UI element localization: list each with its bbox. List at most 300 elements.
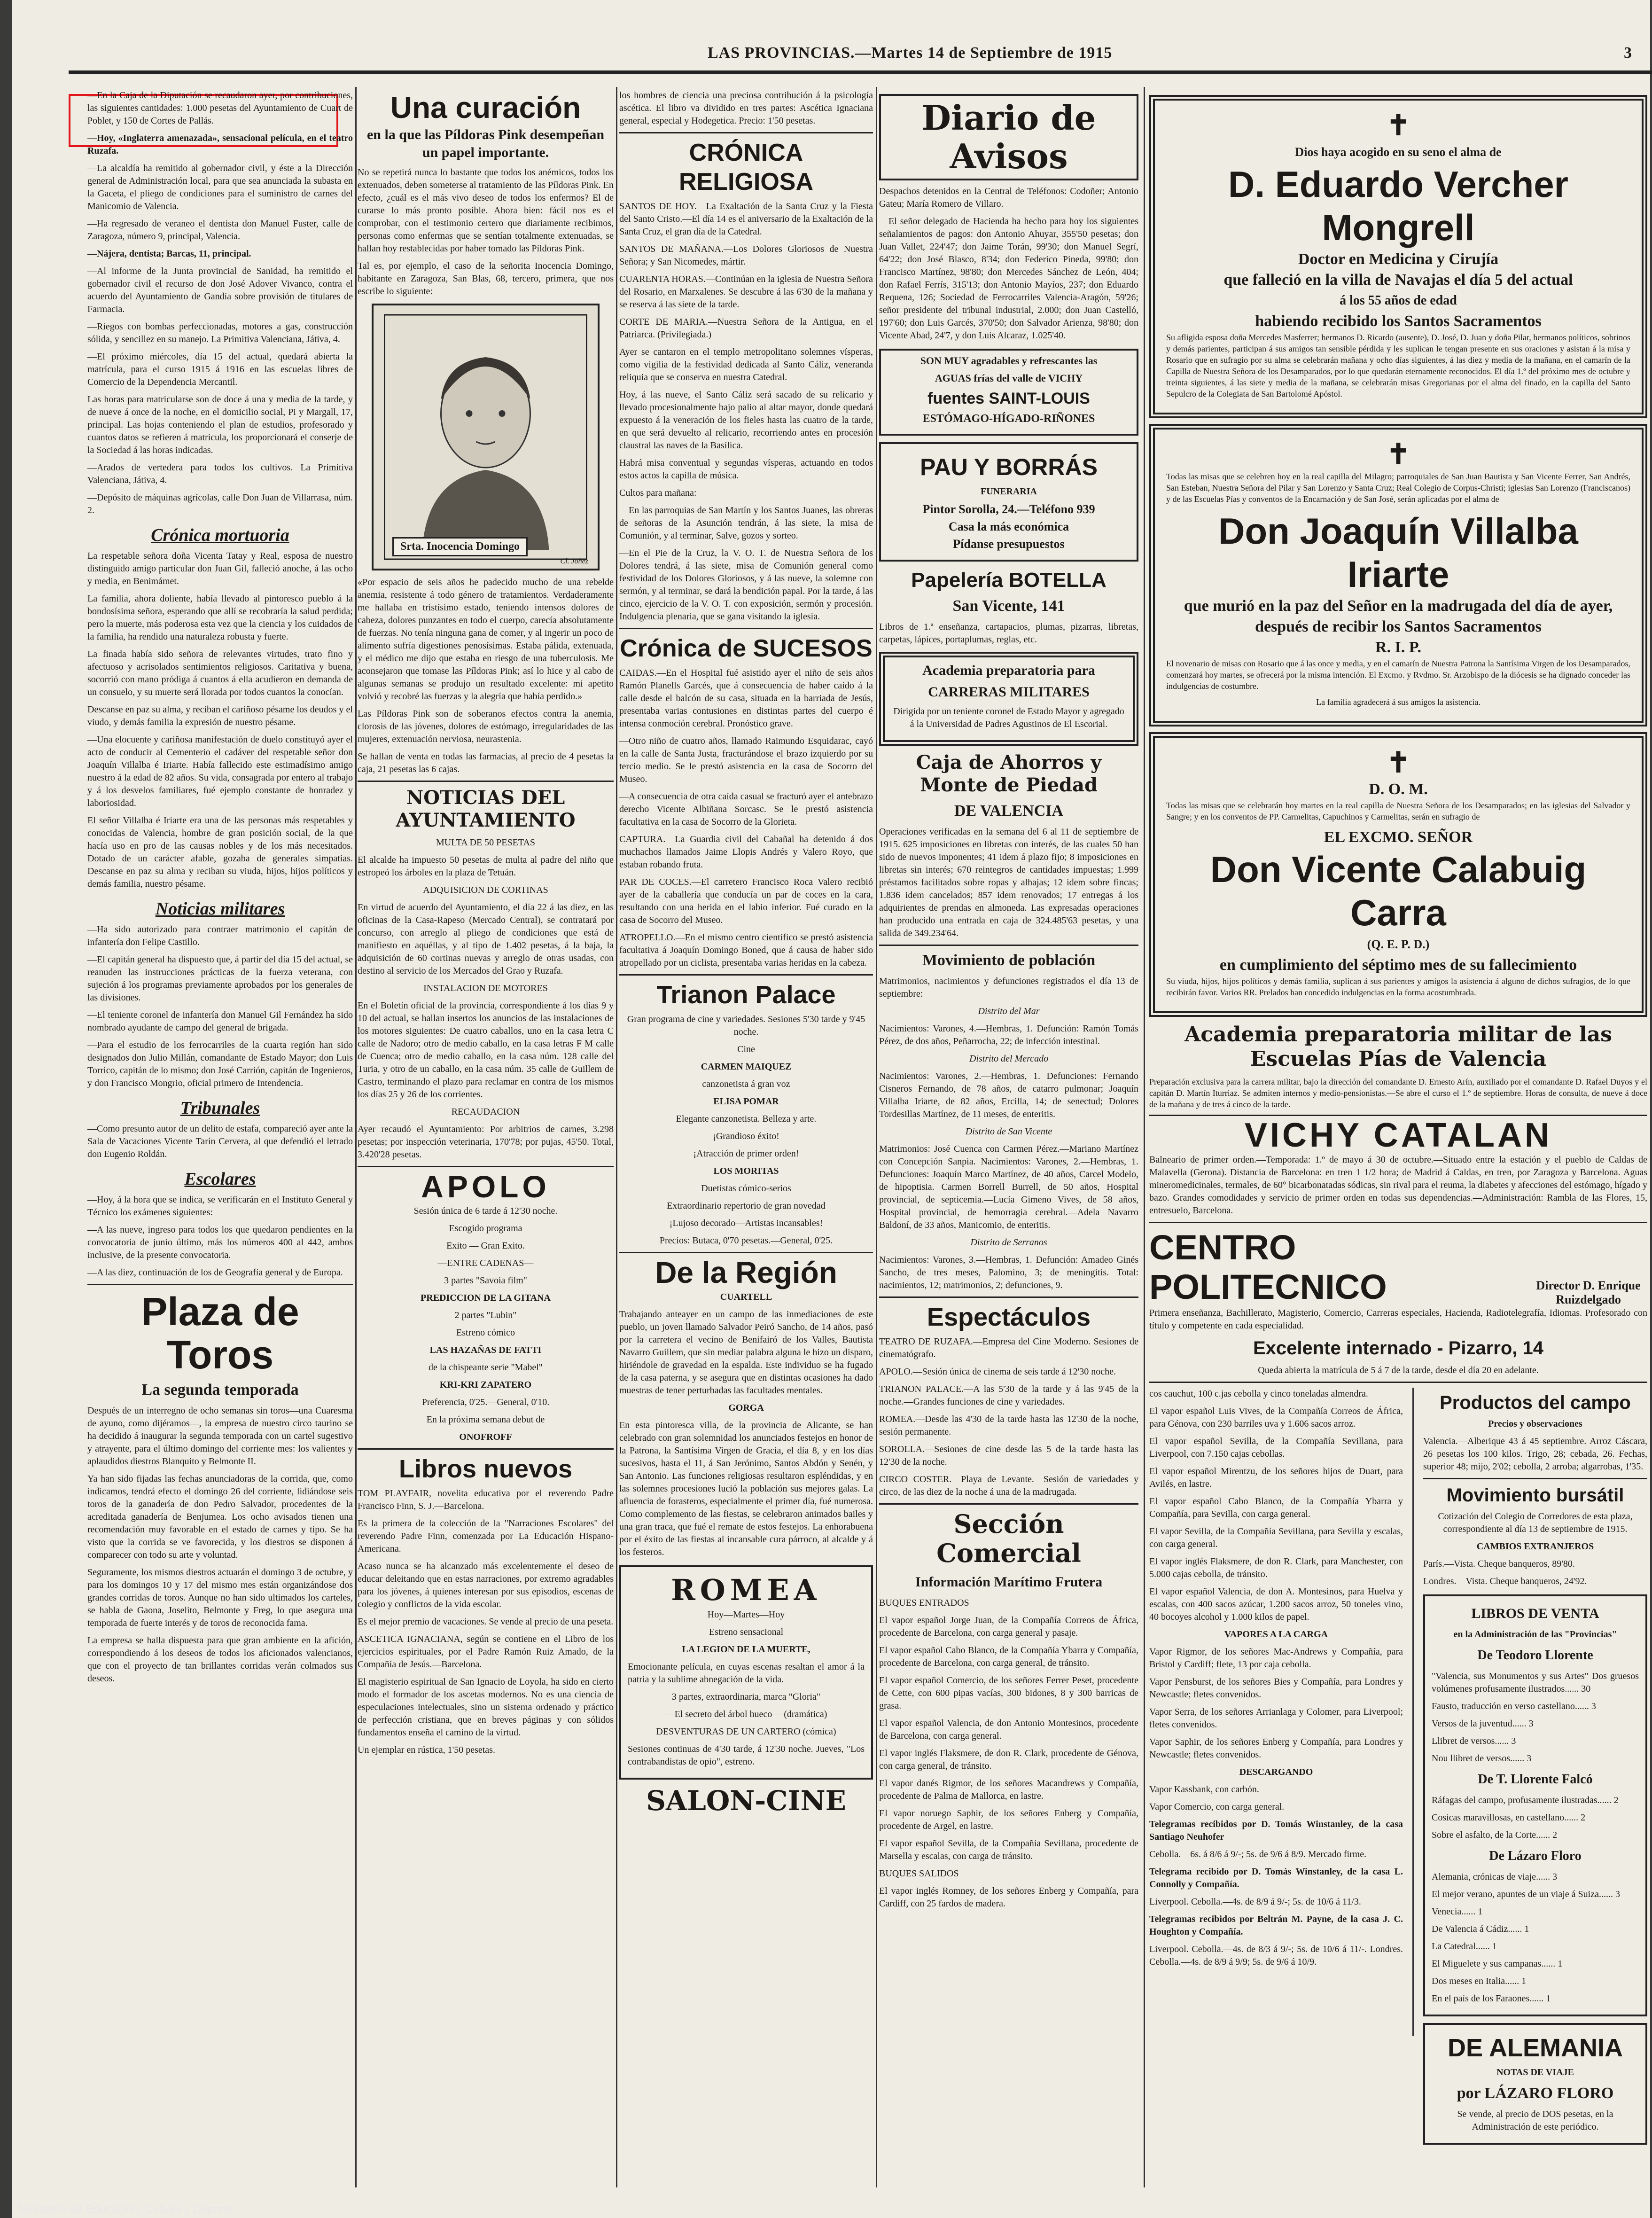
- city-news-paragraph: Ayer recaudó el Ayuntamiento: Por arbitrios de carnes, 3.298 pesetas; por inspección veterinaria, 170'78; por pujas, 45'50. Total, 3.420'28 pesetas.: [358, 1124, 614, 1160]
- book-item: Ráfagas del campo, profusamente ilustradas...... 2: [1432, 1795, 1619, 1805]
- pink-ad-paragraph: No se repetirá nunca lo bastante que todos los anémicos, todos los extenuados, deben someterse al tratamiento de las Píldoras Pink. En efecto, ¿cuál es el más vivo deseo de todos los enfermos? El de curarse lo más pronto posible. Ahora bien: fácil nos es el comprobar, con el testimonio certero que diariamente recibimos, personas como enfermas que se sentían totalmente extenuadas, se hallan hoy restablecidas por haber tomado las Píldoras Pink.: [358, 167, 614, 254]
- books-sale-title: LIBROS DE VENTA: [1471, 1606, 1599, 1621]
- divider: [358, 1448, 614, 1450]
- obituary-line: Dios haya acogido en su seno el alma de: [1295, 145, 1502, 159]
- column-rule: [1412, 1388, 1414, 2036]
- books-paragraph: Es el mejor premio de vacaciones. Se vende al precio de una peseta.: [358, 1617, 614, 1627]
- shipping-line: Vapor Saphir, de los señores Enberg y Compañía, para Londres y Newcastle; fletes convenidos.: [1149, 1737, 1403, 1760]
- salon-cine-title: SALON-CINE: [646, 1785, 846, 1817]
- trianon-title: Trianon Palace: [656, 981, 836, 1009]
- military-paragraph: —El capitán general ha dispuesto que, á partir del día 15 del actual, se reanuden las instrucciones prácticas de la fuerza veterana, con sujeción á los programas previamente aprobados por los generales de las divisiones.: [87, 954, 353, 1003]
- centro-title: CENTRO POLITECNICO: [1149, 1228, 1387, 1306]
- romea-line: DESVENTURAS DE UN CARTERO (cómica): [656, 1726, 836, 1737]
- vichy-catalan-title: VICHY CATALAN: [1245, 1117, 1552, 1154]
- apolo-title: APOLO: [421, 1169, 550, 1204]
- apolo-line: Escogido programa: [449, 1223, 522, 1234]
- produce-title: Productos del campo: [1440, 1392, 1631, 1413]
- divider: [879, 945, 1138, 946]
- telegram-heading: Telegrama recibido por D. Tomás Winstanley, de la casa L. Connolly y Compañía.: [1149, 1867, 1403, 1890]
- news-paragraph: —Riegos con bombas perfeccionadas, motores a gas, construcción sólida, y sencillez en su manejo. La Primitiva Valenciana, Játiva, 4.: [87, 321, 353, 344]
- bullfight-paragraph: Ya han sido fijadas las fechas anunciadoras de la corrida, que, como indicamos, tendrá efecto el domingo 26 del corriente, lidiándose seis toros de la ganadería de don Pedro Salvador, procedentes de la acreditada ganadería de Benjumea. Los ocho avisados tienen una recomendación muy favorable en el estado de carnes y tipo. Se ha visto que la corrida se ve favorecida, y los diestros se disponen á comparecer con todo su arte y voluntad.: [87, 1474, 353, 1560]
- apolo-line: Preferencia, 0'25.—General, 0'10.: [421, 1397, 550, 1407]
- water-ad-brand: fuentes SAINT-LOUIS: [927, 390, 1090, 407]
- news-paragraph: Las horas para matricularse son de doce á una y media de la tarde, y de nueve á once de la noche, en el domicilio social, Pi y Margall, 17, principal. Las hojas conteniendo el plan de estudios, profesorado y cuantos datos se refieren á matrícula, los proporcionará el conserje de la Sociedad á las horas indicadas.: [87, 394, 353, 455]
- school-paragraph: —A las diez, continuación de los de Geografía general y de Europa.: [87, 1267, 343, 1278]
- telegram-heading: Telegramas recibidos por Beltrán M. Payne, de la casa J. C. Houghton y Compañía.: [1149, 1914, 1403, 1937]
- population-intro: Matrimonios, nacimientos y defunciones registrados el día 13 de septiembre:: [879, 976, 1138, 999]
- city-news-paragraph: En virtud de acuerdo del Ayuntamiento, el día 22 á las diez, en las oficinas de la Casa-Rapeso (Mercado Central), se contratará por concurso, con arreglo al pliego de condiciones que está de manifiesto en aquéllas, y al tipo de 1.402 pesetas, á la baja, la adquisición de 60 cortinas nuevas y arreglo de otras usadas, con destino al servicio de los Mercados del Grao y Ruzafa.: [358, 902, 614, 976]
- author-name: De Teodoro Llorente: [1477, 1648, 1593, 1663]
- shipping-line: Vapor Serra, de los señores Arrianlaga y Colomer, para Liverpool; fletes convenidos.: [1149, 1707, 1403, 1730]
- obituary-line: Doctor en Medicina y Cirujía: [1298, 250, 1499, 268]
- shows-title: Espectáculos: [927, 1303, 1091, 1331]
- stock-line: Londres.—Vista. Cheque banqueros, 24'92.: [1423, 1576, 1587, 1586]
- apolo-line: Sesión única de 6 tarde á 12'30 noche.: [413, 1206, 558, 1216]
- romea-line: LA LEGION DE LA MUERTE,: [682, 1644, 810, 1655]
- obituary-paragraph: Descanse en paz su alma, y reciban el cariñoso pésame los deudos y el viudo, y demás familia la expresión de nuestro pésame.: [87, 704, 353, 727]
- events-paragraph: ATROPELLO.—En el mismo centro científico se prestó asistencia facultativa á Joaquín Domingo Boned, que á causa de haber sido atropellado por un ciclista, presentaba varias heridas en la cabeza.: [619, 932, 873, 968]
- column-4: [879, 89, 1138, 2190]
- religious-paragraph: Hoy, á las nueve, el Santo Cáliz será sacado de su relicario y llevado procesionalmente bajo palio al altar mayor, donde quedará expuesto á la veneración de los fieles hasta las cuatro de la tarde, en que será devuelto al relicario, recorriendo antes en procesión claustral las naves de la Basílica.: [619, 390, 873, 451]
- obituary-text: La familia agradecerá á sus amigos la asistencia.: [1316, 697, 1481, 707]
- religious-paragraph: SANTOS DE HOY.—La Exaltación de la Santa Cruz y la Fiesta del Santo Cristo.—El día 14 es el aniversario de la Exaltación de la Santa Cruz, el gran día de la Catedral.: [619, 201, 873, 237]
- district-text: Nacimientos: Varones, 2.—Hembras, 1. Defunciones: Fernando Cisneros Fernando, de 78 años, de catarro pulmonar; Joaquín Villalba Iriarte, de 82 años, Ercilla, 14; de senectud; Dolores Tordesillas Martínez, de 11 meses, de enteritis.: [879, 1071, 1138, 1119]
- obituary-line: después de recibir los Santos Sacramentos: [1255, 618, 1542, 635]
- pink-ad-paragraph: Tal es, por ejemplo, el caso de la señorita Inocencia Domingo, habitante en Zaragoza, San Blas, 68, tercero, primera, que nos escribe lo siguiente:: [358, 261, 614, 297]
- obituary-line: á los 55 años de edad: [1340, 293, 1457, 308]
- school-paragraph: —A las nueve, ingreso para todos los que quedaron pendientes en la convocatoria de junio último, más los números 400 al 442, ambos inclusive, de la presente convocatoria.: [87, 1225, 353, 1260]
- centro-text: Primera enseñanza, Bachillerato, Magisterio, Comercio, Carreras especiales, Hacienda, Radiotelegrafía, Idiomas. Profesorado con título y competente en cada especialidad.: [1149, 1308, 1647, 1331]
- show-listing: APOLO.—Sesión única de cinema de seis tarde á 12'30 noche.: [879, 1367, 1116, 1377]
- book-item: Sobre el asfalto, de la Corte...... 2: [1432, 1830, 1558, 1840]
- news-paragraph: —Depósito de máquinas agrícolas, calle Don Juan de Villarrasa, núm. 2.: [87, 492, 353, 515]
- obituary-name: Don Vicente Calabuig Carra: [1210, 849, 1587, 933]
- romea-line: 3 partes, extraordinaria, marca "Gloria": [671, 1692, 821, 1702]
- religious-paragraph: Cultos para mañana:: [619, 488, 697, 498]
- district-text: Matrimonios: José Cuenca con Carmen Pérez.—Mariano Martínez con Concepción Sanpia. Nacimientos: Varones, 2.—Hembras, 1. Defunciones: Joaquín Marco Martínez, de 40 años, Carcel Modelo, de hipoptisia. Carmen Borrell Burrell, de 50 años, Hospital provincial, de septicemia.—Lucía Gimeno Vives, de 58 años, Hospital provincial, de hemorragia cerebral.—Adela Navarro Baldoní, de 33 años, Manicomio, de enteritis.: [879, 1144, 1138, 1230]
- stock-title: Movimiento bursátil: [1446, 1485, 1624, 1506]
- obituary-text: Su viuda, hijos, hijos políticos y demás familia, suplican á sus parientes y amigos la asistencia á alguno de dichos sufragios, de lo que recibirán favor. Varios RR. Prelados han concedido indulgencias en la forma acostumbrada.: [1166, 976, 1630, 997]
- romea-line: —El secreto del árbol hueco— (dramática): [665, 1709, 827, 1719]
- apolo-line: 3 partes "Savoia film": [444, 1275, 527, 1286]
- woman-portrait-icon: [374, 305, 598, 569]
- divider: [358, 781, 614, 782]
- funeral-home-line: Casa la más económica: [948, 520, 1069, 533]
- book-item: Venecia...... 1: [1432, 1906, 1483, 1917]
- region-location: CUARTELL: [720, 1292, 772, 1302]
- books-continued: los hombres de ciencia una preciosa contribución á la psicología ascética. El libro va dividido en tres partes: Ascética Ignaciana general, especial y Hodegetica. Precio: 1'50 pesetas.: [619, 90, 873, 126]
- book-item: Versos de la juventud...... 3: [1432, 1718, 1534, 1729]
- trianon-line: LOS MORITAS: [713, 1166, 779, 1176]
- stationery-text: Libros de 1.ª enseñanza, cartapacios, plumas, pizarras, libretas, carpetas, lápices, portaplumas, reglas, etc.: [879, 622, 1138, 645]
- obituary-line: habiendo recibido los Santos Sacramentos: [1255, 312, 1542, 330]
- maritime-line: El vapor inglés Flaksmere, de don R. Clark, procedente de Génova, con carga general, de tránsito.: [879, 1748, 1138, 1771]
- stock-line: CAMBIOS EXTRANJEROS: [1476, 1541, 1594, 1552]
- books-paragraph: ASCETICA IGNACIANA, según se contiene en el Libro de los ejercicios espirituales, por el Padre Ramón Ruiz Amado, de la Compañía de Jesús.—Barcelona.: [358, 1634, 614, 1670]
- books-paragraph: Acaso nunca se ha alcanzado más excelentemente el deseo de educar deleitando que en estas narraciones, por extremo agradables para los jóvenes, á quienes interesan por sus episodios, escenas de colegio y conflictos de la vida escolar.: [358, 1561, 614, 1609]
- events-paragraph: —Otro niño de cuatro años, llamado Raimundo Esquidarac, cayó en la calle de Santa Justa, fracturándose el brazo izquierdo por su tercio medio. Se le prestó asistencia en la casa de Socorro del Museo.: [619, 736, 873, 784]
- stock-line: París.—Vista. Cheque banqueros, 89'80.: [1423, 1559, 1575, 1569]
- academy-title: Academia preparatoria para: [922, 663, 1095, 678]
- academy-text: Dirigida por un teniente coronel de Estado Mayor y agregado á la Universidad de Padres Agustinos de El Escorial.: [893, 706, 1124, 729]
- commercial-title: Sección Comercial: [936, 1509, 1081, 1568]
- events-paragraph: CAPTURA.—La Guardia civil del Cabañal ha detenido á dos muchachos llamados Jaime Llopis Andrés y Valero Royo, que estaban robando fruta.: [619, 834, 873, 870]
- shipping-line: Vapor Pensburst, de los señores Bies y Compañía, para Londres y Newcastle; fletes convenidos.: [1149, 1677, 1403, 1700]
- obituary-line: en cumplimiento del séptimo mes de su fallecimiento: [1219, 956, 1577, 974]
- maritime-line: El vapor danés Rigmor, de los señores Macandrews y Compañía, procedente de Palma de Mallorca, en lastre.: [879, 1778, 1138, 1801]
- books-sale-subtitle: en la Administración de las "Provincias": [1453, 1629, 1617, 1640]
- shipping-line: cos cauchut, 100 c.jas cebolla y cinco toneladas almendra.: [1149, 1389, 1368, 1399]
- city-news-heading: RECAUDACION: [451, 1107, 520, 1117]
- divider: [1149, 1222, 1647, 1223]
- religious-paragraph: Ayer se cantaron en el templo metropolitano solemnes vísperas, como vigilia de la festividad dedicada al Santo Cáliz, veneranda reliquia que se conserva en nuestra Catedral.: [619, 347, 873, 383]
- savings-bank-subtitle: DE VALENCIA: [954, 802, 1064, 820]
- news-paragraph: —Al informe de la Junta provincial de Sanidad, ha remitido el gobernador civil el recurso de don José Adover Vivanco, contra el acuerdo del Ayuntamiento de Gandía sobre provisión de titulares de Farmacia.: [87, 266, 353, 314]
- military-paragraph: —Ha sido autorizado para contraer matrimonio el capitán de infantería don Felipe Castillo.: [87, 924, 353, 947]
- newspaper-page: [12, 0, 1650, 2218]
- section-title: Noticias militares: [155, 899, 285, 919]
- divider: [1149, 1115, 1647, 1116]
- portrait-caption: Srta. Inocencia Domingo: [392, 537, 528, 556]
- book-item: El Miguelete y sus campanas...... 1: [1432, 1959, 1563, 1969]
- author-name: De Lázaro Floro: [1489, 1849, 1582, 1863]
- column-rule: [355, 87, 357, 2187]
- obituary-paragraph: El señor Villalba é Iriarte era una de las personas más respetables y conocidas de Valencia, hombre de gran posición social, de la que hacía uso en pro de las causas nobles y de los más necesitados. Dotado de un carácter afable, gozaba de generales simpatías. Descanse en paz su alma y reciban su viuda, hijos, hijos políticos y demás familia, nuestro pésame.: [87, 815, 353, 889]
- stationery-title: Papelería BOTELLA: [911, 569, 1107, 592]
- events-paragraph: —A consecuencia de otra caída casual se fracturó ayer el antebrazo derecho Vicente Albiñana Sorcasc. Se le prestó asistencia facultativa en la casa de Socorro de la Glorieta.: [619, 791, 873, 827]
- religious-paragraph: Habrá misa conventual y segundas vísperas, actuando en todos estos actos la capilla de música.: [619, 458, 873, 481]
- district-name: Distrito del Mar: [978, 1006, 1040, 1016]
- portrait-signature: Cl. Joñez: [560, 557, 588, 565]
- telegram-line: Cebolla.—6s. á 8/6 á 9/-; 5s. de 9/6 á 8/9. Mercado firme.: [1149, 1849, 1367, 1859]
- water-ad-line: SON MUY agradables y refrescantes las: [920, 355, 1098, 367]
- escuelas-pias-title: Academia preparatoria militar de las Escuelas Pías de Valencia: [1184, 1023, 1612, 1071]
- obituary-name: D. Eduardo Vercher Mongrell: [1228, 164, 1568, 248]
- funeral-home-line: FUNERARIA: [981, 486, 1037, 497]
- column-rule: [1144, 87, 1145, 2187]
- column-rule: [876, 87, 877, 2187]
- books-for-sale-box: [1423, 1594, 1647, 2016]
- school-paragraph: —Hoy, á la hora que se indica, se verificarán en el Instituto General y Técnico los exámenes siguientes:: [87, 1195, 353, 1218]
- alemania-title: DE ALEMANIA: [1448, 2034, 1623, 2062]
- obituary-paragraph: La familia, ahora doliente, había llevado al pintoresco pueblo á la bondosísima señora, esperando que allí se recobraría la salud perdida; pero la muerte, más poderosa esta vez que la ciencia y los cuidados de la familia, ha rendido una naturaleza robusta y fuerte.: [87, 594, 353, 642]
- events-paragraph: CAIDAS.—En el Hospital fué asistido ayer el niño de seis años Ramón Planells Garcés, que á consecuencia de haber caído á la calle desde el balcón de su casa, situada en la barriada de Jesús, presentaba varias contusiones en distintas partes del cuerpo é intensa conmoción cerebral. Pronóstico grave.: [619, 668, 873, 729]
- apolo-line: ONOFROFF: [459, 1432, 512, 1442]
- book-item: Fausto, traducción en verso castellano...... 3: [1432, 1701, 1596, 1711]
- obituary-line: D. O. M.: [1369, 781, 1428, 798]
- pink-ad-paragraph: Las Píldoras Pink son de soberanos efectos contra la anemia, clorosis de las jóvenes, dolores de estómago, irregularidades de las mujeres, extenuación nerviosa, neurastenia.: [358, 709, 614, 744]
- religious-title: CRÓNICA RELIGIOSA: [678, 139, 814, 195]
- vichy-catalan-text: Balneario de primer orden.—Temporada: 1.º de mayo á 30 de octubre.—Situado entre la estación y el pueblo de Caldas de Malavella (Gerona). Distancia de Barcelona: en tren 1 1/2 hora; de Madrid á Caldas, en tren, por Zaragoza y Barcelona. Aguas mineromedicinales, termales, de 60° bicarbonatadas sódicas, sin rival para el reuma, la diabetes y afecciones del estómago, hígado y bazo. Grandes comodidades y servicio de primer orden en todas sus dependencias.—Administración: Rambla de las Flores, 15, entresuelo, Barcelona.: [1149, 1155, 1647, 1216]
- court-paragraph: —Como presunto autor de un delito de estafa, compareció ayer ante la Sala de Vacaciones Vicente Tarín Cervera, al que defendió el letrado don Eugenio Roldán.: [87, 1124, 353, 1159]
- maritime-line: El vapor español Jorge Juan, de la Compañía Correos de África, procedente de Barcelona, con carga general y pasaje.: [879, 1615, 1138, 1638]
- divider: [879, 1296, 1138, 1298]
- show-listing: TRIANON PALACE.—A las 5'30 de la tarde y á las 9'45 de la noche.—Grandes funciones de cine y variedades.: [879, 1384, 1138, 1407]
- book-item: Cosicas maravillosas, en castellano...... 2: [1432, 1812, 1586, 1823]
- trianon-line: ¡Atracción de primer orden!: [693, 1148, 799, 1159]
- column-3: [619, 89, 873, 2190]
- divider: [1149, 1382, 1647, 1383]
- stationery-address: San Vicente, 141: [952, 597, 1065, 615]
- apolo-line: PREDICCION DE LA GITANA: [421, 1293, 551, 1303]
- trianon-line: Elegante canzonetista. Belleza y arte.: [676, 1114, 817, 1124]
- footer-credit: Ministerio de Educación, Cultura y Deporte: [19, 2203, 234, 2216]
- obituary-paragraph: La finada había sido señora de relevantes virtudes, trato fino y afectuoso y acrisolados sentimientos religiosos. Caritativa y buena, socorrió con mano pródiga á cuantos á ella acudieron en demanda de un consuelo, y su muerte será llorada por todos cuantos la conocían.: [87, 649, 353, 697]
- religious-paragraph: SANTOS DE MAÑANA.—Los Dolores Gloriosos de Nuestra Señora; y San Nicomedes, mártir.: [619, 244, 873, 267]
- maritime-line: El vapor español Comercio, de los señores Ferrer Peset, procedente de Cette, con 600 pipas vacías, 300 bidones, 8 y 300 barricas de grasa.: [879, 1675, 1138, 1711]
- produce-subtitle: Precios y observaciones: [1488, 1419, 1582, 1429]
- telegram-line: Liverpool. Cebolla.—4s. de 8/9 á 9/-; 5s. de 10/6 á 11/3.: [1149, 1897, 1361, 1907]
- city-news-title: NOTICIAS DEL AYUNTAMIENTO: [396, 787, 576, 831]
- shipping-line: El vapor español Mirentzu, de los señores hijos de Duart, para Avilés, en lastre.: [1149, 1466, 1403, 1489]
- maritime-line: El vapor español Cabo Blanco, de la Compañía Ybarra y Compañía, procedente de Barcelona, con carga general, de tránsito.: [879, 1645, 1138, 1668]
- military-academy-ad: [879, 652, 1138, 746]
- books-paragraph: Un ejemplar en rústica, 1'50 pesetas.: [358, 1745, 495, 1755]
- academy-title: CARRERAS MILITARES: [928, 684, 1090, 700]
- apolo-line: En la próxima semana debut de: [426, 1414, 545, 1425]
- shipping-line: El vapor español Luis Vives, de la Compañía Correos de África, para Génova, con 230 barriles uva y 1.606 sacos arroz.: [1149, 1406, 1403, 1429]
- region-title: De la Región: [655, 1256, 837, 1289]
- bottom-split: [1149, 1388, 1647, 2132]
- city-news-heading: INSTALACION DE MOTORES: [423, 983, 548, 993]
- shipping-line: El vapor inglés Flaksmere, de don R. Clark, para Manchester, con 5.000 cajas cebolla, de tránsito.: [1149, 1556, 1403, 1579]
- book-item: Nou llibret de versos...... 3: [1432, 1753, 1532, 1764]
- centro-header: [1149, 1228, 1647, 1307]
- books-paragraph: Es la primera de la colección de la "Narraciones Escolares" del reverendo Padre Finn, comenzada por La Educación Hispano-Americana.: [358, 1518, 614, 1554]
- produce-text: Valencia.—Alberique 43 á 45 septiembre. Arroz Cáscara, 26 pesetas los 100 kilos. Trigo, 28; cebada, 26. Fechas, superior 48; mijo, 2'02; cebolla, 2 arroba; algarrobas, 1'35.: [1423, 1436, 1647, 1472]
- pink-ad-paragraph: «Por espacio de seis años he padecido mucho de una rebelde anemia, resistente á todo género de tratamientos. Verdaderamente me hallaba en tristísimo estado, teniendo intensos dolores de cabeza, dolores punzantes en todo el cuerpo, carecía absolutamente de fuerzas. No tenía ninguna gana de comer, y al ingerir un poco de alimento sufría digestiones penosísimas. Estaba pálida, extenuada, y el médico me dijo que estaba en riesgo de una tuberculosis. Me aconsejaron que tomase las Píldoras Pink; así lo hice y al cabo de algunas semanas se produjo un resultado excelente: mi apetito volvió y recobré las fuerzas y la alegría que había perdido.»: [358, 577, 614, 702]
- shipping-line: El vapor español Cabo Blanco, de la Compañía Ybarra y Compañía, para Sevilla, con carga general.: [1149, 1496, 1403, 1519]
- divider: [619, 974, 873, 976]
- religious-paragraph: —En las parroquias de San Martín y los Santos Juanes, las obreras de señoras de la Asunción tendrán, á las siete, la misa de Comunión, y al terminar, Salve, gozos y sorteo.: [619, 505, 873, 541]
- trianon-line: Duetistas cómico-serios: [701, 1183, 791, 1194]
- book-item: Alemania, crónicas de viaje...... 3: [1432, 1872, 1558, 1882]
- news-paragraph: —Ha regresado de veraneo el dentista don Manuel Fuster, calle de Zaragoza, número 9, principal, Valencia.: [87, 219, 353, 242]
- stock-subtitle: Cotización del Colegio de Corredores de esta plaza, correspondiente al día 13 de septiembre de 1915.: [1438, 1511, 1633, 1534]
- news-paragraph: —La alcaldía ha remitido al gobernador civil, y éste a la Dirección general de Administración local, para que sea anunciada la subasta en la Gaceta, el pliego de condiciones para el suministro de carnes del Manicomio de Valencia.: [87, 163, 353, 211]
- funeral-home-ad: [879, 442, 1138, 562]
- obituary-paragraph: La respetable señora doña Vicenta Tatay y Real, esposa de nuestro distinguido amigo particular don Juan Gil, falleció anoche, á las ocho y media, en Benimámet.: [87, 551, 353, 586]
- obituary-text: El novenario de misas con Rosario que á las once y media, y en el camarín de Nuestra Patrona la Santísima Virgen de los Desamparados, comenzará hoy martes, se ofrecerá por la misma intención. El Excmo. y Rvdmo. Sr. Arzobispo de la diócesis se ha dignado conceder las indulgencias de costumbre.: [1166, 659, 1630, 691]
- romea-line: Sesiones continuas de 4'30 tarde, á 12'30 noche. Jueves, "Los contrabandistas de opio", estreno.: [628, 1744, 865, 1767]
- apolo-line: Exito — Gran Exito.: [446, 1241, 525, 1251]
- obituary-line: R. I. P.: [1375, 639, 1421, 656]
- obituary-line: (Q. E. P. D.): [1367, 937, 1430, 951]
- shipping-line: El vapor español Valencia, de don A. Montesinos, para Huelva y escalas, con 400 sacos azúcar, 1.200 sacos arroz, 50 toneles vino, 40 bocoyes alcohol y 1.000 kilos de papel.: [1149, 1586, 1403, 1622]
- divider: [619, 132, 873, 133]
- trianon-line: Cine: [737, 1044, 755, 1054]
- shipping-column: [1149, 1388, 1403, 2036]
- alemania-text: Se vende, al precio de DOS pesetas, en la Administración de este periódico.: [1457, 2109, 1613, 2132]
- obituary-line: EL EXCMO. SEÑOR: [1324, 828, 1473, 846]
- bullfight-subtitle: La segunda temporada: [141, 1381, 299, 1398]
- shipping-line: Vapor Rigmor, de los señores Mac-Andrews y Compañía, para Bristol y Cardiff; flete, 13 por caja cebolla.: [1149, 1647, 1403, 1670]
- lead-note: —En la Caja de la Diputación se recaudaron ayer, por contribuciones, las siguientes cantidades: 1.000 pesetas del Ayuntamiento de Cuart de Poblet, y 150 de Cortes de Pallás.: [87, 90, 353, 126]
- district-name: Distrito de San Vicente: [965, 1126, 1052, 1137]
- savings-bank-text: Operaciones verificadas en la semana del 6 al 11 de septiembre de 1915. 625 imposiciones en libretas con interés, de las cuales 50 han sido de nuevos imponentes; 41 idem á plazo fijo; 8 imposiciones en libretas sin interés; 670 reintegros de cantidades impuestas; 1.999 préstamos facilitados sobre ropas y alhajas; 12 idem sobre fincas; 1.836 idem cancelados; 857 idem renovados; 17 entregas á los adquirientes de prendas en almoneda. Las expresadas operaciones han producido una entrada en caja de 324.485'63 pesetas, y una salida de 349.234'64.: [879, 827, 1138, 938]
- romea-line: Emocionante película, en cuyas escenas resaltan el amor á la patria y la sublime abnegación de la vida.: [628, 1662, 865, 1685]
- romea-title: ROMEA: [671, 1573, 821, 1607]
- cinema-note: —Hoy, «Inglaterra amenazada», sensacional película, en el teatro Ruzafa.: [87, 133, 353, 156]
- trianon-line: ¡Grandioso éxito!: [713, 1131, 779, 1141]
- obituary-text: Todas las misas que se celebrarán hoy martes en la real capilla de Nuestra Señora de los Desamparados; en las iglesias del Salvador y Sangre; y en los conventos de PP. Carmelitas, Capuchinos y Carmelitas, serán en sufragio de: [1166, 801, 1630, 821]
- page-header: [69, 42, 1652, 74]
- show-listing: CIRCO COSTER.—Playa de Levante.—Sesión de variedades y circo, de las diez de la noche á una de la madrugada.: [879, 1474, 1138, 1497]
- notices-paragraph: —El señor delegado de Hacienda ha hecho para hoy los siguientes señalamientos de pagos: don Antonio Ahuyar, 355'50 pesetas; don Juan Vallet, 224'47; don Jaime Torán, 99'30; don Manuel Segrí, 64'22; don José Blasco, 8'34; don Federico Pineda, 99'80; don Francisco Martínez, 98'80; don Mercedes Sánchez de León, 404; don Rafael Ferrís, 315'13; don Antonio Mayíos, 237; don Eduardo Requena, 126; Sociedad de Ferrocarriles Valencia-Aragón, 59'26; señor presidente del tribunal industrial, 2.000; don Juan Castelló, 197'60; don Luis Garcés, 370'50; don Salvador Arienza, 98'80; don Vicente Abad, 24'7, y don Luis Alcaraz, 1.025'40.: [879, 216, 1138, 341]
- books-paragraph: TOM PLAYFAIR, novelita educativa por el reverendo Padre Francisco Finn, S. J.—Barcelona.: [358, 1488, 614, 1511]
- obituary-text: Todas las misas que se celebren hoy en la real capilla del Milagro; parroquiales de San Juan Bautista y San Vicente Ferrer, San Andrés, San Esteban, Nuestra Señora del Pilar y San Lorenzo y Santa Cruz; Real Colegio de Corpus-Christi; iglesias San Lorenzo (Franciscanos) y de las Escuelas Pías y conventos de la Encarnación y de San José, serán aplicadas por el alma de: [1166, 472, 1630, 504]
- telegram-line: Liverpool. Cebolla.—4s. de 8/3 á 9/-; 5s. de 10/6 á 11/-. Londres. Cebolla.—4s. de 8/9 á 9/9; 5s. de 9/6 á 10/9.: [1149, 1944, 1403, 1967]
- region-paragraph: En esta pintoresca villa, de la provincia de Alicante, se han celebrado con gran solemnidad los anunciados festejos en honor de la Patrona, la Santísima Virgen de Gracia, el día 8, y en los días sucesivos, hasta el 11, á San Jerónimo, Santos Abdón y Senén, y San Antonio. Las funciones religiosas resultaron espléndidas, y en las solemnes procesiones lució la población sus mejores galas. La afluencia de forasteros, especialmente el primer día, fué numerosa. Como complemento de las fiestas, se celebraron animados bailes y una gran traca, que fué el remate de estos festejos. La enhorabuena por el éxito de las fiestas al incansable cura párroco, al alcalde y á los festeros.: [619, 1420, 873, 1557]
- military-paragraph: —Para el estudio de los ferrocarriles de la cuarta región han sido designados don Julio Millán, comandante de Estado Mayor; don Luis Torrico, capitán de lo mismo; don José Carrión, capitán de Ingenieros, y don Francisco Mongrio, oficial primero de Intendencia.: [87, 1040, 353, 1088]
- column-5: [1149, 89, 1647, 2190]
- obituary-villalba: [1149, 424, 1647, 726]
- page-number: 3: [1624, 44, 1632, 62]
- maritime-line: El vapor español Valencia, de don Antonio Montesinos, procedente de Barcelona, con carga general.: [879, 1718, 1138, 1741]
- book-item: Llibret de versos...... 3: [1432, 1736, 1516, 1746]
- obituary-vercher: [1149, 95, 1647, 418]
- bullfight-title: Plaza de Toros: [141, 1289, 299, 1377]
- trianon-line: Gran programa de cine y variedades. Sesiones 5'30 tarde y 9'45 noche.: [627, 1014, 865, 1037]
- obituary-paragraph: —Una elocuente y cariñosa manifestación de duelo constituyó ayer el acto de conducir al Cementerio el cadáver del respetable señor don Joaquín Villalba é Iriarte. Había fallecido este estimadísimo amigo nuestro á la edad de 82 años. Su vida, consagrada por entero al trabajo y á los desvelos familiares, fué ejemplo constante de honradez y laboriosidad.: [87, 734, 353, 808]
- maritime-line: BUQUES ENTRADOS: [879, 1598, 969, 1608]
- cross-icon: ✝: [1386, 747, 1410, 778]
- city-news-paragraph: El alcalde ha impuesto 50 pesetas de multa al padre del niño que estropeó los árboles en la plaza de Tetuán.: [358, 855, 614, 878]
- alemania-author: por LÁZARO FLORO: [1457, 2085, 1614, 2102]
- centro-matricula: Queda abierta la matrícula de 5 á 7 de la tarde, desde el día 20 en adelante.: [1258, 1365, 1539, 1375]
- savings-bank-title: Caja de Ahorros y Monte de Piedad: [916, 751, 1102, 796]
- religious-paragraph: CORTE DE MARIA.—Nuestra Señora de la Antigua, en el Patriarca. (Privilegiada.): [619, 317, 873, 340]
- maritime-line: El vapor inglés Romney, de los señores Enberg y Compañía, para Cardiff, con 25 fardos de madera.: [879, 1886, 1138, 1909]
- author-name: De T. Llorente Falcó: [1478, 1772, 1593, 1787]
- apolo-line: KRI-KRI ZAPATERO: [439, 1380, 532, 1390]
- cross-icon: ✝: [1386, 439, 1410, 470]
- pink-ad-paragraph: Se hallan de venta en todas las farmacias, al precio de 4 pesetas la caja, 21 pesetas las 6 cajas.: [358, 751, 614, 774]
- city-news-heading: MULTA DE 50 PESETAS: [436, 837, 536, 848]
- centro-internado: Excelente internado - Pizarro, 14: [1253, 1338, 1543, 1359]
- shipping-line: El vapor español Sevilla, de la Compañía Sevillana, para Liverpool, con 7.150 cajas cebollas.: [1149, 1436, 1403, 1459]
- region-location: GORGA: [728, 1403, 764, 1413]
- bullfight-paragraph: La empresa se halla dispuesta para que gran ambiente en la afición, correspondiendo á los deseos de todos los aficionados valencianos, que con el proyecto de tan brillantes corridas verán colmados sus deseos.: [87, 1635, 353, 1684]
- divider: [619, 628, 873, 629]
- apolo-line: de la chispeante serie "Mabel": [429, 1362, 543, 1373]
- bullfight-paragraph: Seguramente, los mismos diestros actuarán el domingo 3 de octubre, y para los domingos 10 y 17 del mismo mes están organizándose dos grandes corridas de toros. Aunque no han sido ultimados los carteles, se habla de Gaona, Joselito, Belmonte y Freg, lo que asegura una temporada de fuerte interés y de toros de reconocida fama.: [87, 1567, 353, 1628]
- shipping-line: El vapor Sevilla, de la Compañía Sevillana, para Sevilla y escalas, con carga general.: [1149, 1526, 1403, 1549]
- maritime-title: Información Marítimo Frutera: [915, 1574, 1103, 1590]
- news-paragraph: —Arados de vertedera para todos los cultivos. La Primitiva Valenciana, Játiva, 4.: [87, 462, 353, 485]
- alemania-subtitle: NOTAS DE VIAJE: [1496, 2067, 1574, 2077]
- obituary-line: que falleció en la villa de Navajas el día 5 del actual: [1223, 271, 1573, 289]
- section-title: Tribunales: [180, 1098, 260, 1118]
- divider: [619, 1252, 873, 1253]
- divider: [879, 1503, 1138, 1505]
- centro-director: Director D. Enrique Ruizdelgado: [1536, 1279, 1641, 1306]
- book-item: En el país de los Faraones...... 1: [1432, 1993, 1551, 2004]
- notices-title: Diario de Avisos: [879, 94, 1138, 180]
- divider: [1423, 1478, 1647, 1479]
- shipping-heading: DESCARGANDO: [1239, 1767, 1313, 1777]
- city-news-paragraph: En el Boletín oficial de la provincia, correspondiente á los días 9 y 10 del actual, se hallan insertos los anuncios de las instalaciones de los motores siguientes: De cuatro caballos, uno en la casa letra C calle de Nadoro; otro de medio caballo, en la casa letras F M calle de Cuenca; otro de medio caballo, en la casa núm. 128 calle del Turia, y otro de un caballo, en la casa núm. 35 calle de Guillem de Castro, terminando el plazo para reclamar en contra de los mismos los días 25 y 26 de los corrientes.: [358, 1000, 614, 1100]
- district-name: Distrito de Serranos: [970, 1237, 1047, 1248]
- romea-ad: [619, 1565, 873, 1780]
- right-ads-column: [1423, 1388, 1647, 2132]
- book-item: Dos meses en Italia...... 1: [1432, 1976, 1527, 1986]
- water-ad-line: AGUAS frías del valle de VICHY: [935, 372, 1083, 384]
- obituary-line: que murió en la paz del Señor en la madrugada del día de ayer,: [1184, 597, 1613, 615]
- apolo-line: Estreno cómico: [456, 1328, 515, 1338]
- romea-line: Hoy—Martes—Hoy: [707, 1609, 785, 1620]
- events-paragraph: PAR DE COCES.—El carretero Francisco Roca Valero recibió ayer de la caballería que conducía un par de coces en la cara, resultando con una herida en el labio inferior. Fué curado en la casa de Socorro del Museo.: [619, 877, 873, 925]
- books-title: Libros nuevos: [398, 1455, 573, 1483]
- city-news-heading: ADQUISICION DE CORTINAS: [423, 885, 548, 895]
- funeral-home-title: PAU Y BORRÁS: [920, 454, 1098, 480]
- header-title: LAS PROVINCIAS.—Martes 14 de Septiembre de 1915: [708, 44, 1113, 62]
- vichy-water-ad: [879, 349, 1138, 436]
- portrait-illustration: [372, 304, 600, 570]
- bullfight-paragraph: Después de un interregno de ocho semanas sin toros—una Cuaresma de ayuno, como dijéramos—, la empresa de nuestro circo taurino se ha decidido á inaugurar la segunda temporada con un cartel sugestivo y atrayente, para el último domingo del corriente mes: los valientes y aplaudidos diestros Blanquito y Belmonte II.: [87, 1406, 353, 1467]
- cross-icon: ✝: [1386, 110, 1410, 141]
- book-item: De Valencia á Cádiz...... 1: [1432, 1924, 1529, 1934]
- show-listing: SOROLLA.—Sesiones de cine desde las 5 de la tarde hasta las 12'30 de la noche.: [879, 1444, 1138, 1467]
- pink-ad-subtitle: en la que las Píldoras Pink desempeñan un papel importante.: [366, 127, 605, 160]
- news-paragraph: —Nájera, dentista; Barcas, 11, principal.: [87, 249, 251, 259]
- escuelas-pias-text: Preparación exclusiva para la carrera militar, bajo la dirección del comandante D. Ernesto Arín, auxiliado por el comandante D. Rafael Duyos y el capitán D. Martín Iturriaz. Se admiten internos y medio-pensionistas.—Se abre el curso el 1.º de septiembre. Horas de consulta, de nueve á doce de la mañana y de tres á cinco de la tarde.: [1149, 1077, 1647, 1109]
- shipping-heading: VAPORES A LA CARGA: [1224, 1629, 1328, 1640]
- romea-line: Estreno sensacional: [709, 1627, 784, 1637]
- shipping-line: Vapor Comercio, con carga general.: [1149, 1802, 1285, 1812]
- book-item: La Catedral...... 1: [1432, 1941, 1497, 1952]
- show-listing: TEATRO DE RUZAFA.—Empresa del Cine Moderno. Sesiones de cinematógrafo.: [879, 1336, 1138, 1359]
- apolo-line: —ENTRE CADENAS—: [437, 1258, 534, 1268]
- book-item: "Valencia, sus Monumentos y sus Artes" Dos gruesos volúmenes profusamente ilustrados...... 30: [1432, 1671, 1639, 1694]
- population-title: Movimiento de población: [922, 952, 1096, 969]
- pink-ad-title: Una curación: [390, 91, 581, 125]
- notices-paragraph: Despachos detenidos en la Central de Teléfonos: Codoñer; Antonio Gateu; María Romero de Villaro.: [879, 186, 1138, 209]
- obituary-calabuig: [1149, 732, 1647, 1017]
- book-item: El mejor verano, apuntes de un viaje á Suiza...... 3: [1432, 1889, 1620, 1899]
- events-title: Crónica de SUCESOS: [620, 635, 873, 662]
- section-title: Escolares: [184, 1169, 256, 1189]
- apolo-line: LAS HAZAÑAS DE FATTI: [429, 1345, 542, 1355]
- region-paragraph: Trabajando anteayer en un campo de las inmediaciones de este pueblo, un joven llamado Salvador Peiró Sancho, de 14 años, pasó por la carretera el vecino de Benifairó de los Valles, Bautista Navarro Guillem, que sin mediar palabra alguna le hizo un disparo, hiriéndole de gravedad en la espalda. Este individuo se ha fugado de la casa paterna, y se asegura que en distintas ocasiones ha dado muestras de tener perturbadas las facultades mentales.: [619, 1309, 873, 1396]
- funeral-home-line: Pídanse presupuestos: [953, 537, 1065, 551]
- water-ad-line: ESTÓMAGO-HÍGADO-RIÑONES: [922, 413, 1095, 425]
- section-title: Crónica mortuoria: [151, 525, 289, 545]
- trianon-line: ELISA POMAR: [713, 1096, 779, 1107]
- column-rule: [616, 87, 617, 2187]
- district-text: Nacimientos: Varones, 4.—Hembras, 1. Defunción: Ramón Tomás Pérez, de dos años, Peñarrocha, 22; de infección intestinal.: [879, 1023, 1138, 1047]
- maritime-line: El vapor noruego Saphir, de los señores Enberg y Compañía, procedente de Argel, en lastre.: [879, 1808, 1138, 1831]
- news-paragraph: —El próximo miércoles, día 15 del actual, quedará abierta la matrícula, para el curso 1915 á 1916 en las escuelas libres de Comercio de la Dependencia Mercantil.: [87, 351, 353, 387]
- funeral-home-line: Pintor Sorolla, 24.—Teléfono 939: [922, 502, 1095, 516]
- trianon-line: CARMEN MAIQUEZ: [701, 1062, 792, 1072]
- trianon-line: canzonetista á gran voz: [702, 1079, 790, 1089]
- religious-paragraph: CUARENTA HORAS.—Continúan en la iglesia de Nuestra Señora del Rosario, en Marxalenes. Se descubre á las 6'30 de la mañana y se reserva á las siete de la tarde.: [619, 274, 873, 310]
- trianon-line: Precios: Butaca, 0'70 pesetas.—General, 0'25.: [659, 1235, 833, 1246]
- alemania-ad: [1423, 2023, 1647, 2145]
- religious-paragraph: —En el Pie de la Cruz, la V. O. T. de Nuestra Señora de los Dolores tendrá, á las siete, misa de Comunión general como festividad de los Dolores Gloriosos, y á las nueve, la solemne con sermón, y al terminar, se dará la bendición papal. Por la tarde, á las cinco, ejercicio de la V. O. T. con exposición, sermón y procesión. Indulgencia plenaria, que se gana visitando la iglesia.: [619, 548, 873, 622]
- show-listing: ROMEA.—Desde las 4'30 de la tarde hasta las 12'30 de la noche, sesión permanente.: [879, 1414, 1138, 1437]
- apolo-line: 2 partes "Lubin": [454, 1310, 517, 1320]
- telegram-heading: Telegramas recibidos por D. Tomás Winstanley, de la casa Santiago Neuhofer: [1149, 1819, 1403, 1842]
- divider: [358, 1166, 614, 1167]
- books-paragraph: El magisterio espiritual de San Ignacio de Loyola, ha sido en cierto modo el formador de los ascetas modernos. No es una ciencia de especulaciones intelectuales, sino un sistema ordenado y práctico de perfección cristiana, que en breves páginas y con sólidos fundamentos enseña el camino de la virtud.: [358, 1677, 614, 1738]
- obituary-name: Don Joaquín Villalba Iriarte: [1218, 510, 1578, 595]
- district-text: Nacimientos: Varones, 3.—Hembras, 1. Defunción: Amadeo Ginés Sancho, de tres meses, Palomino, 3; de meningitis. Total: nacimientos, 12; matrimonios, 2; defunciones, 9.: [879, 1255, 1138, 1290]
- maritime-line: El vapor español Sevilla, de la Compañía Sevillana, procedente de Marsella y escalas, con carga de tránsito.: [879, 1838, 1138, 1861]
- district-name: Distrito del Mercado: [969, 1054, 1049, 1064]
- trianon-line: Extraordinario repertorio de gran novedad: [667, 1201, 826, 1211]
